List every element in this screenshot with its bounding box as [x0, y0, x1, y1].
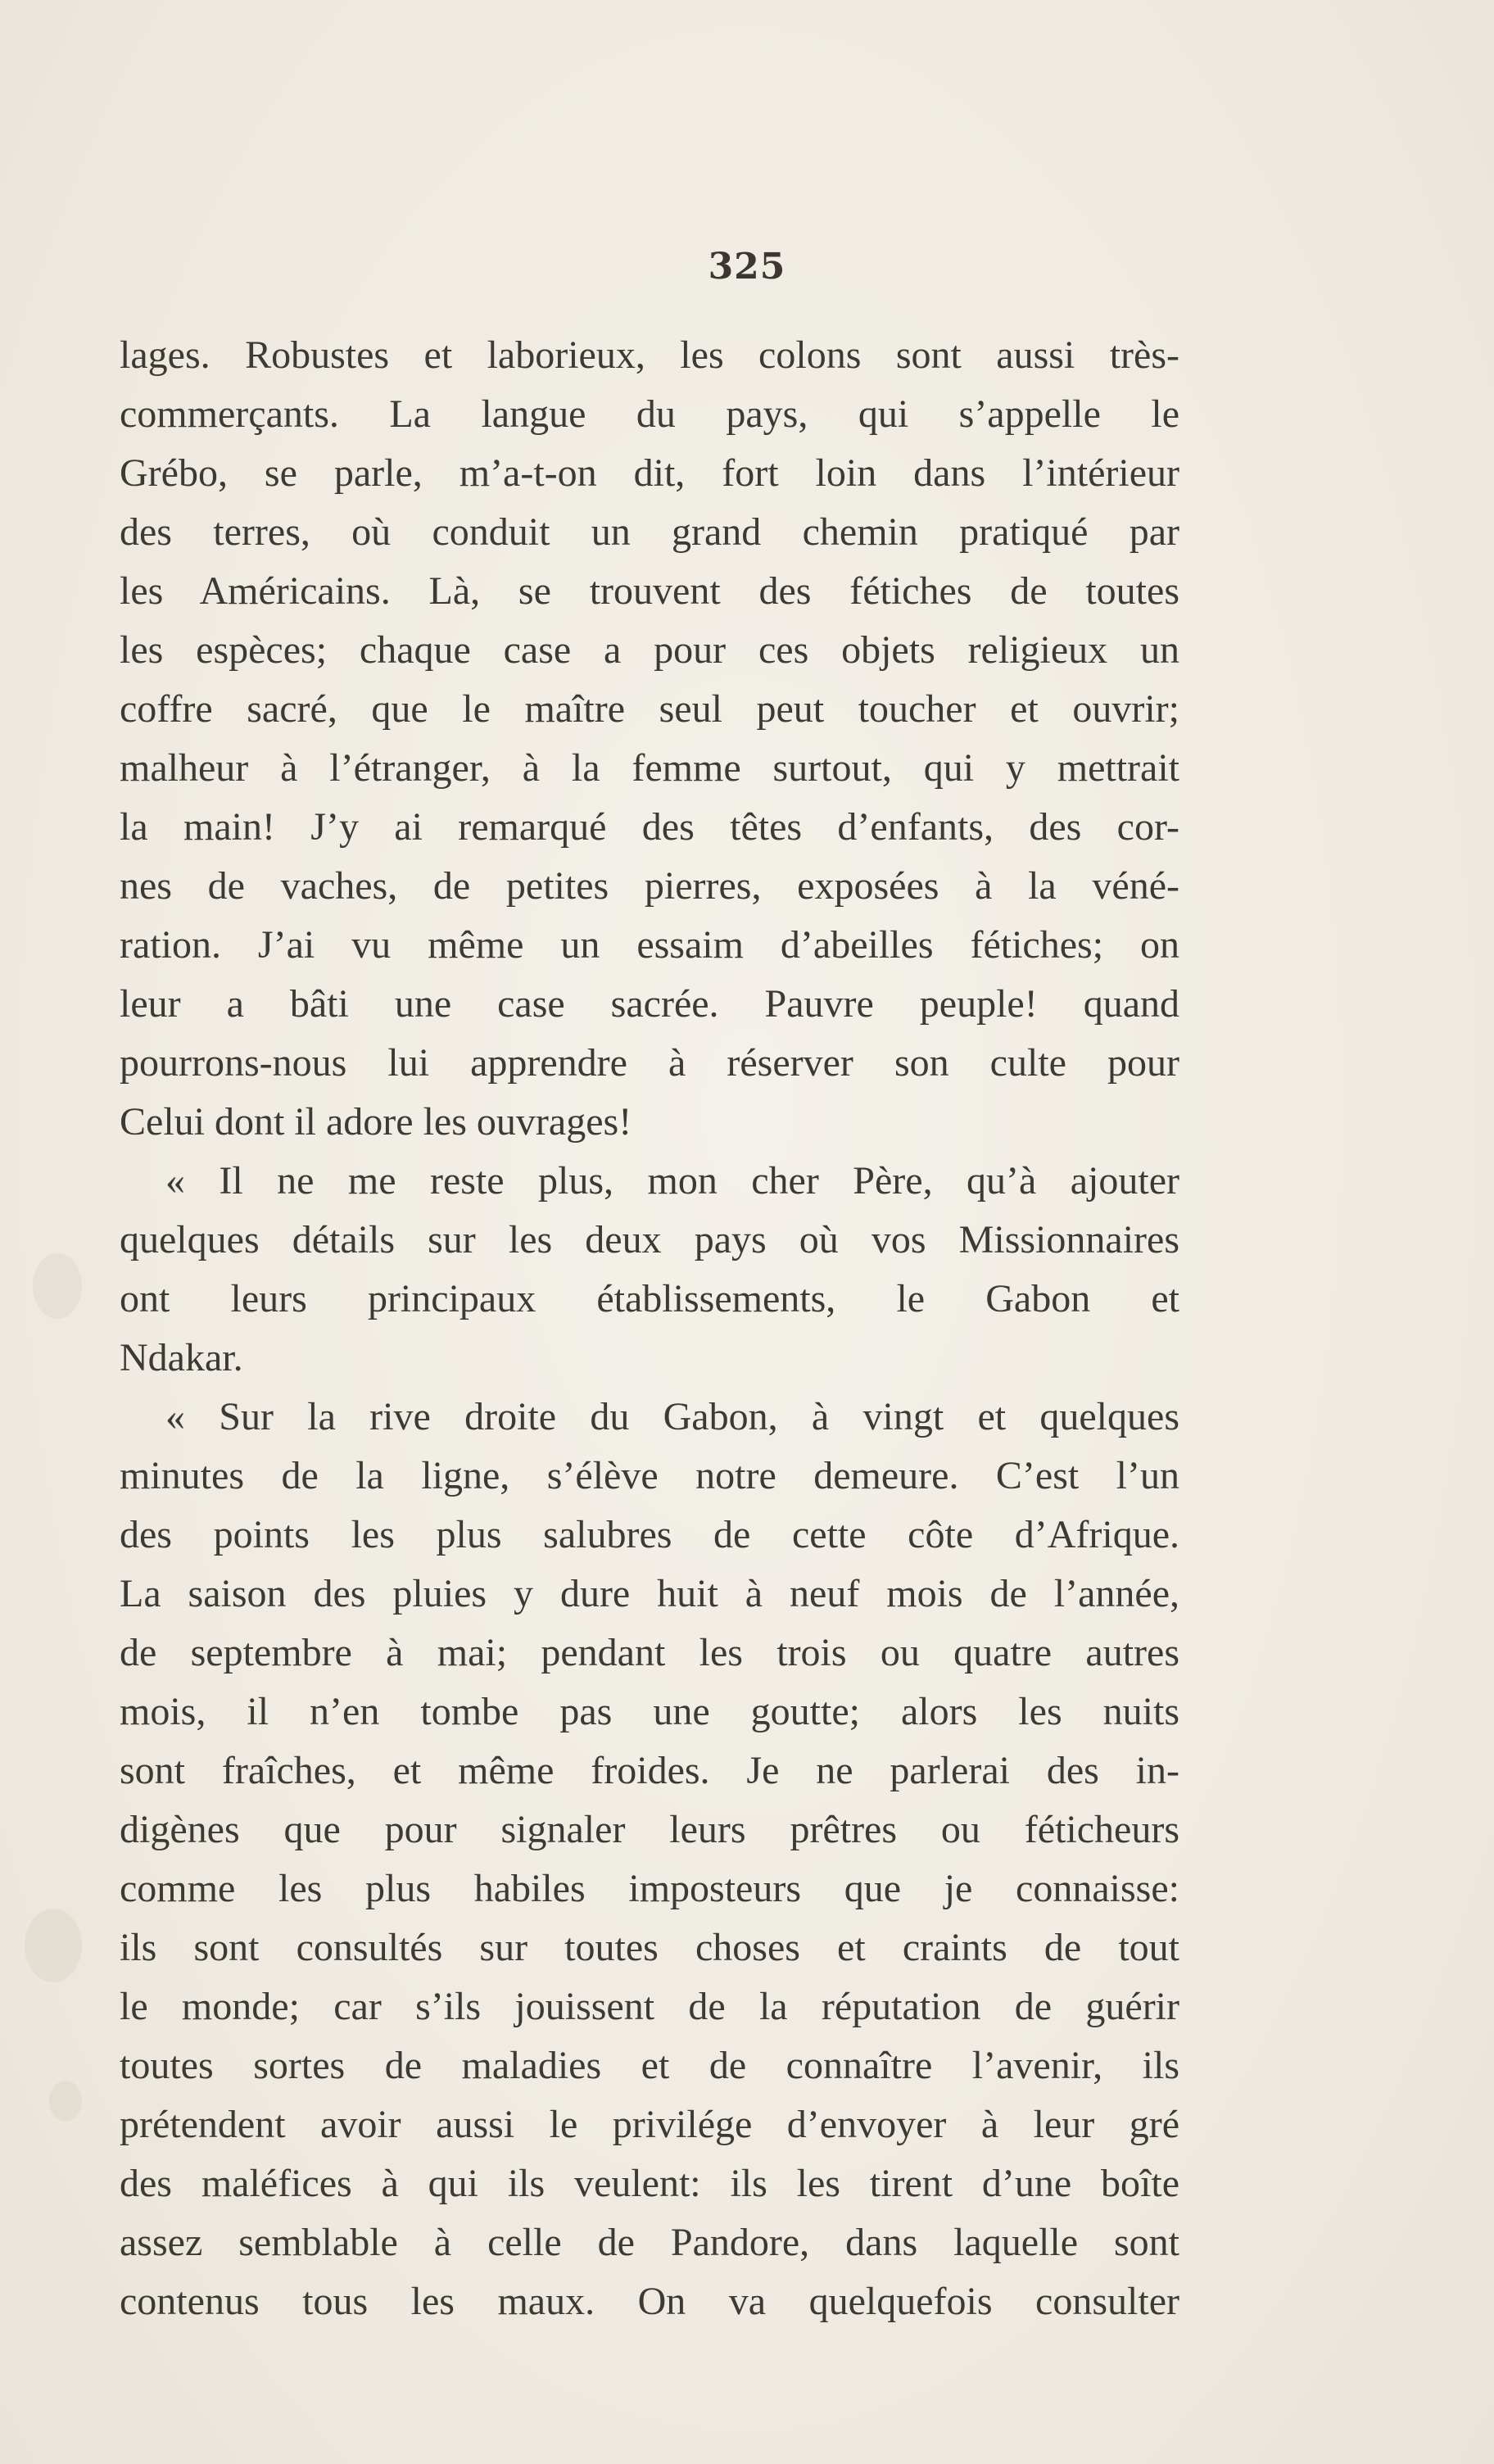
text-line: Grébo, se parle, m’a-t-on dit, fort loin dans l’intérieur [120, 451, 1179, 495]
text-line: ils sont consultés sur toutes choses et craints de tout [120, 1926, 1179, 1969]
text-line: « Il ne me reste plus, mon cher Père, qu’à ajouter [165, 1159, 1179, 1203]
text-line: les Américains. Là, se trouvent des fétiches de toutes [120, 569, 1179, 613]
text-line: toutes sortes de maladies et de connaître l’avenir, ils [120, 2044, 1179, 2087]
text-line: comme les plus habiles imposteurs que je connaisse: [120, 1867, 1179, 1910]
paper-stain [25, 1909, 82, 1982]
page-number: 325 [708, 246, 786, 288]
text-line: assez semblable à celle de Pandore, dans laquelle sont [120, 2221, 1179, 2264]
text-line: prétendent avoir aussi le privilége d’envoyer à leur gré [120, 2103, 1179, 2146]
text-line: la main! J’y ai remarqué des têtes d’enfants, des cor- [120, 805, 1179, 849]
text-line: des maléfices à qui ils veulent: ils les tirent d’une boîte [120, 2162, 1179, 2205]
text-line: commerçants. La langue du pays, qui s’appelle le [120, 392, 1179, 436]
body-text [120, 326, 1179, 2331]
text-line: des terres, où conduit un grand chemin pratiqué par [120, 510, 1179, 554]
text-line: des points les plus salubres de cette côte d’Afrique. [120, 1513, 1179, 1556]
text-line: digènes que pour signaler leurs prêtres ou féticheurs [120, 1808, 1179, 1851]
paper-stain [49, 2081, 82, 2122]
text-line: mois, il n’en tombe pas une goutte; alors les nuits [120, 1690, 1179, 1733]
text-line: Celui dont il adore les ouvrages! [120, 1100, 632, 1144]
text-line: contenus tous les maux. On va quelquefois consulter [120, 2280, 1179, 2323]
text-line: les espèces; chaque case a pour ces objets religieux un [120, 628, 1179, 672]
text-line: pourrons-nous lui apprendre à réserver son culte pour [120, 1041, 1179, 1085]
text-line: nes de vaches, de petites pierres, exposées à la véné- [120, 864, 1179, 908]
text-line: « Sur la rive droite du Gabon, à vingt et quelques [165, 1395, 1179, 1438]
text-line: ration. J’ai vu même un essaim d’abeilles fétiches; on [120, 923, 1179, 967]
text-line: minutes de la ligne, s’élève notre demeure. C’est l’un [120, 1454, 1179, 1497]
text-line: quelques détails sur les deux pays où vos Missionnaires [120, 1218, 1179, 1261]
text-line: malheur à l’étranger, à la femme surtout, qui y mettrait [120, 746, 1179, 790]
text-line: lages. Robustes et laborieux, les colons sont aussi très- [120, 333, 1179, 377]
text-line: leur a bâti une case sacrée. Pauvre peuple! quand [120, 982, 1179, 1026]
text-line: ont leurs principaux établissements, le Gabon et [120, 1277, 1179, 1320]
text-line: Ndakar. [120, 1336, 243, 1379]
text-line: de septembre à mai; pendant les trois ou quatre autres [120, 1631, 1179, 1674]
text-line: La saison des pluies y dure huit à neuf mois de l’année, [120, 1572, 1179, 1615]
text-line: coffre sacré, que le maître seul peut toucher et ouvrir; [120, 687, 1179, 731]
text-line: sont fraîches, et même froides. Je ne parlerai des in- [120, 1749, 1179, 1792]
text-line: le monde; car s’ils jouissent de la réputation de guérir [120, 1985, 1179, 2028]
paper-stain [33, 1253, 82, 1319]
